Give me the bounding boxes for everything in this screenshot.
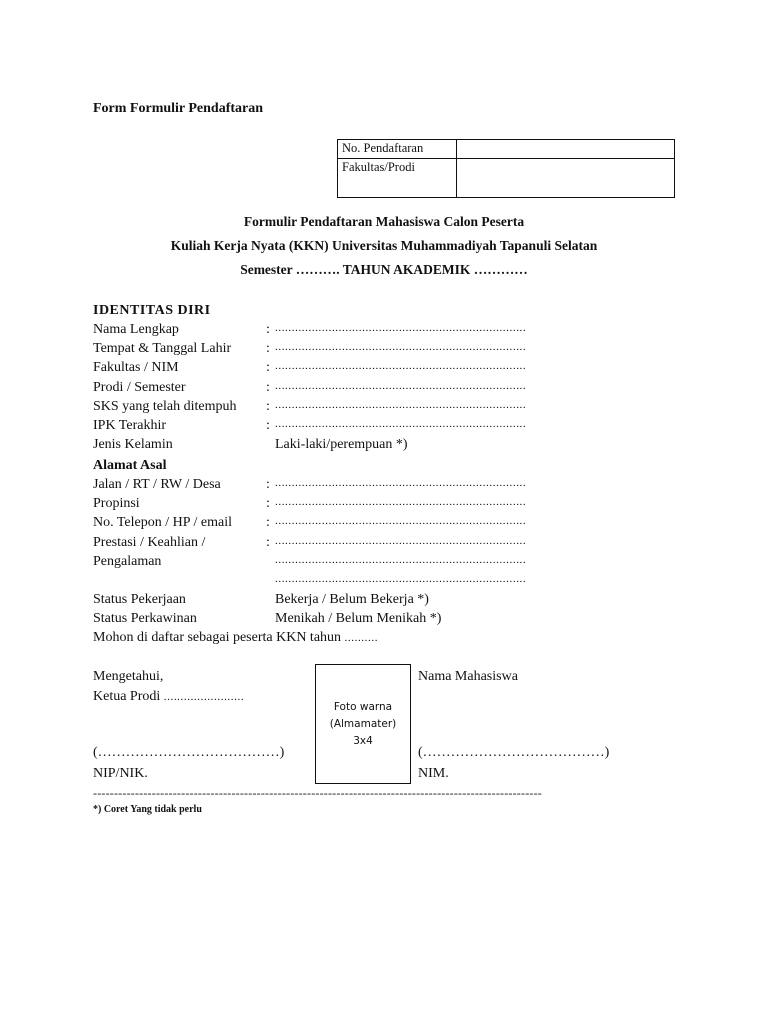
field-label: Pengalaman (93, 554, 162, 569)
field-label: Tempat & Tanggal Lahir (93, 341, 232, 356)
registration-number-label: No. Pendaftaran (338, 140, 457, 159)
field-colon: : (266, 399, 270, 414)
application-statement (93, 630, 378, 646)
form-heading-line-3: Semester ………. TAHUN AKADEMIK ………… (240, 262, 528, 277)
registration-number-table (337, 139, 675, 198)
registration-number-field[interactable] (457, 140, 675, 159)
field-blank[interactable]: ........................................................................... (275, 418, 527, 430)
field-colon: : (266, 496, 270, 511)
field-blank[interactable]: ........................................................................... (275, 360, 527, 372)
nip-label: NIP/NIK. (93, 766, 148, 781)
separator-line: ----------------------------------------------------------------------------------------------------------- (93, 786, 542, 800)
nim-label: NIM. (418, 766, 449, 781)
footnote: *) Coret Yang tidak perlu (93, 804, 202, 815)
section-title-identitas: IDENTITAS DIRI (93, 303, 211, 318)
field-label: Status Perkawinan (93, 611, 197, 626)
field-label: Prodi / Semester (93, 380, 186, 395)
field-label: Jalan / RT / RW / Desa (93, 477, 221, 492)
field-label: Propinsi (93, 496, 140, 511)
photo-caption-line: 3x4 (353, 735, 373, 747)
application-year-blank[interactable]: .......... (344, 632, 379, 644)
field-blank[interactable]: ........................................................................... (275, 496, 527, 508)
field-blank[interactable]: ........................................................................... (275, 322, 527, 334)
form-heading-line-2: Kuliah Kerja Nyata (KKN) Universitas Muhammadiyah Tapanuli Selatan (170, 238, 598, 253)
employment-options[interactable]: Bekerja / Belum Bekerja *) (275, 592, 429, 607)
student-signature-name[interactable]: (…………………………………) (418, 745, 610, 760)
student-name-label: Nama Mahasiswa (418, 669, 518, 684)
field-colon: : (266, 341, 270, 356)
application-statement-text: Mohon di daftar sebagai peserta KKN tahun (93, 630, 342, 645)
field-label: Nama Lengkap (93, 322, 179, 337)
field-colon: : (266, 535, 270, 550)
field-colon: : (266, 477, 270, 492)
field-label: Fakultas / NIM (93, 360, 179, 375)
field-label: SKS yang telah ditempuh (93, 399, 237, 414)
field-colon: : (266, 515, 270, 530)
field-colon: : (266, 322, 270, 337)
photo-caption-line: Foto warna (333, 701, 393, 713)
head-signature-name[interactable]: (…………………………………) (93, 745, 285, 760)
field-blank[interactable]: ........................................................................... (275, 573, 527, 585)
field-label: Prestasi / Keahlian / (93, 535, 206, 550)
form-heading-line-1: Formulir Pendaftaran Mahasiswa Calon Peserta (243, 214, 525, 229)
head-of-program-line (93, 689, 244, 705)
field-label: IPK Terakhir (93, 418, 167, 433)
subsection-title-alamat-asal: Alamat Asal (93, 458, 167, 473)
field-blank[interactable]: ........................................................................... (275, 399, 527, 411)
field-label: No. Telepon / HP / email (93, 515, 233, 530)
photo-caption (316, 699, 410, 750)
field-blank[interactable]: ........................................................................... (275, 477, 527, 489)
field-label: Jenis Kelamin (93, 437, 173, 452)
document-title: Form Formulir Pendaftaran (93, 101, 264, 116)
faculty-program-label: Fakultas/Prodi (338, 159, 457, 198)
field-blank[interactable]: ........................................................................... (275, 515, 527, 527)
head-of-program-blank[interactable]: ........................ (163, 691, 245, 703)
field-blank[interactable]: ........................................................................... (275, 380, 527, 392)
field-blank[interactable]: ........................................................................... (275, 341, 527, 353)
faculty-program-field[interactable] (457, 159, 675, 198)
marital-options[interactable]: Menikah / Belum Menikah *) (275, 611, 442, 626)
photo-caption-line: (Almamater) (329, 718, 397, 730)
field-colon: : (266, 418, 270, 433)
field-blank[interactable]: ........................................................................... (275, 535, 527, 547)
head-of-program-label: Ketua Prodi (93, 689, 161, 704)
acknowledged-label: Mengetahui, (93, 669, 164, 684)
field-colon: : (266, 360, 270, 375)
gender-options[interactable]: Laki-laki/perempuan *) (275, 437, 408, 452)
field-blank[interactable]: ........................................................................... (275, 554, 527, 566)
field-colon: : (266, 380, 270, 395)
field-label: Status Pekerjaan (93, 592, 186, 607)
photo-placeholder (315, 664, 411, 784)
